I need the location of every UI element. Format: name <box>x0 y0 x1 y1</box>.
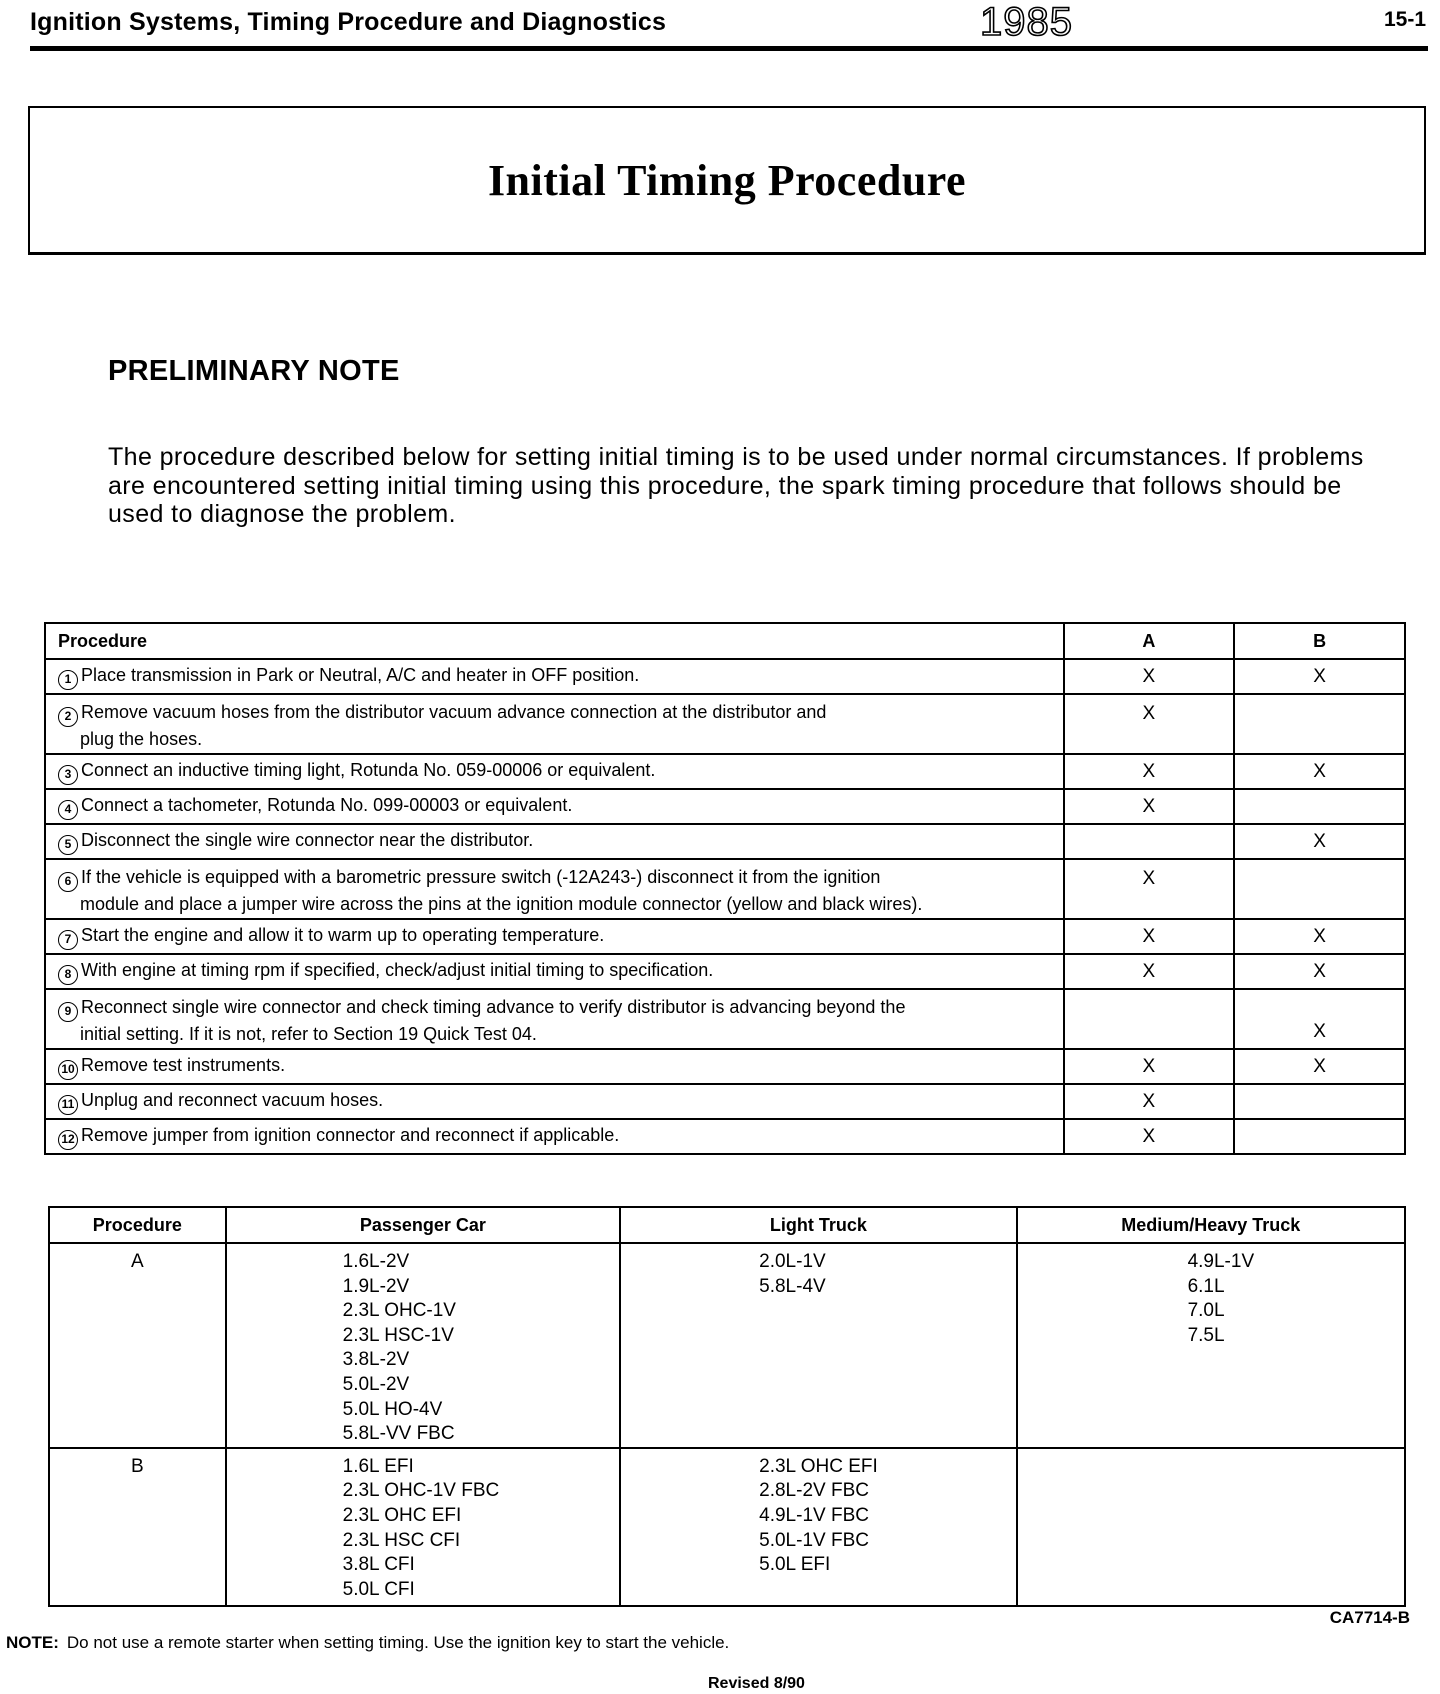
table-row <box>49 1448 1405 1606</box>
column-a-mark: X <box>1064 1049 1235 1084</box>
step-text: Disconnect the single wire connector near the distributor. <box>81 830 534 850</box>
table-row <box>45 989 1405 1049</box>
step-cell <box>45 824 1064 859</box>
title-box <box>28 106 1426 255</box>
column-b-mark: X <box>1234 1049 1405 1084</box>
column-a-mark: X <box>1064 919 1235 954</box>
section-header-title: Ignition Systems, Timing Procedure and Diagnostics <box>30 8 667 36</box>
step-text-continued: initial setting. If it is not, refer to Section 19 Quick Test 04. <box>80 1024 537 1044</box>
engine-item: 2.3L HSC CFI <box>342 1529 461 1551</box>
column-b-mark <box>1234 789 1405 824</box>
column-b-mark: X <box>1234 754 1405 789</box>
figure-reference-code: CA7714-B <box>1329 1608 1410 1627</box>
engine-item: 2.3L OHC EFI <box>342 1504 462 1526</box>
light-truck-engines <box>620 1448 1016 1606</box>
engine-item: 1.9L-2V <box>342 1275 410 1297</box>
column-header-medium-heavy-truck: Medium/Heavy Truck <box>1017 1207 1405 1243</box>
step-number-badge: 8 <box>58 965 78 985</box>
step-number-badge: 7 <box>58 930 78 950</box>
step-cell <box>45 789 1064 824</box>
column-b-mark <box>1234 859 1405 919</box>
engine-item: 2.3L OHC-1V FBC <box>342 1480 500 1502</box>
engine-item: 5.8L-VV FBC <box>342 1423 455 1445</box>
step-text: If the vehicle is equipped with a barometric pressure switch (-12A243-) disconnect it from the ignition <box>81 867 881 887</box>
column-a-mark: X <box>1064 659 1235 694</box>
engine-item: 2.3L OHC EFI <box>759 1455 878 1477</box>
preliminary-heading: PRELIMINARY NOTE <box>108 355 400 387</box>
step-cell <box>45 1119 1064 1154</box>
step-number-badge: 10 <box>58 1060 78 1080</box>
light-truck-engines <box>620 1243 1016 1448</box>
step-text: Place transmission in Park or Neutral, A/C and heater in OFF position. <box>81 665 640 685</box>
step-text: Remove test instruments. <box>81 1055 286 1075</box>
step-number-badge: 4 <box>58 800 78 820</box>
column-a-mark <box>1064 824 1235 859</box>
header-rule <box>30 46 1428 51</box>
step-text: Connect a tachometer, Rotunda No. 099-00003 or equivalent. <box>81 795 573 815</box>
engine-application-table <box>48 1206 1406 1607</box>
medium-heavy-truck-engines <box>1017 1448 1405 1606</box>
step-cell <box>45 989 1064 1049</box>
medium-heavy-truck-engines <box>1017 1243 1405 1448</box>
engine-item: 6.1L <box>1187 1275 1225 1297</box>
column-b-mark: X <box>1234 824 1405 859</box>
engine-item: 2.8L-2V FBC <box>759 1480 869 1502</box>
step-text-continued: plug the hoses. <box>80 729 203 749</box>
passenger-car-engines <box>226 1243 621 1448</box>
engine-item: 3.8L CFI <box>342 1554 415 1576</box>
step-cell <box>45 754 1064 789</box>
column-a-mark: X <box>1064 859 1235 919</box>
engine-item: 5.0L-2V <box>342 1373 410 1395</box>
column-a-mark: X <box>1064 1119 1235 1154</box>
engine-item: 5.0L HO-4V <box>342 1398 443 1420</box>
engine-item: 7.5L <box>1187 1324 1225 1346</box>
step-text: Reconnect single wire connector and check timing advance to verify distributor is advancing beyond the <box>81 997 906 1017</box>
step-number-badge: 1 <box>58 670 78 690</box>
step-cell <box>45 1049 1064 1084</box>
step-text: With engine at timing rpm if specified, check/adjust initial timing to specification. <box>81 960 714 980</box>
engine-item: 7.0L <box>1187 1300 1225 1322</box>
procedure-label: B <box>49 1448 226 1606</box>
column-a-mark: X <box>1064 754 1235 789</box>
step-cell <box>45 1084 1064 1119</box>
step-cell <box>45 659 1064 694</box>
column-a-mark <box>1064 989 1235 1049</box>
table-row <box>45 694 1405 754</box>
step-number-badge: 5 <box>58 835 78 855</box>
engine-item: 5.0L EFI <box>759 1554 831 1576</box>
step-text: Start the engine and allow it to warm up to operating temperature. <box>81 925 605 945</box>
step-text: Remove jumper from ignition connector and reconnect if applicable. <box>81 1125 620 1145</box>
column-b-mark: X <box>1234 919 1405 954</box>
step-number-badge: 3 <box>58 765 78 785</box>
engine-item: 1.6L-2V <box>342 1251 410 1272</box>
column-a-mark: X <box>1064 694 1235 754</box>
table-row <box>45 954 1405 989</box>
table-row <box>45 789 1405 824</box>
engine-item: 1.6L EFI <box>342 1455 414 1477</box>
engine-item: 5.8L-4V <box>759 1275 826 1297</box>
table-row <box>45 1119 1405 1154</box>
column-header-b: B <box>1234 623 1405 659</box>
page-number: 15-1 <box>1383 8 1426 31</box>
column-b-mark <box>1234 694 1405 754</box>
step-number-badge: 2 <box>58 707 78 727</box>
table-row <box>45 824 1405 859</box>
table-row <box>45 919 1405 954</box>
procedure-steps-table <box>44 622 1406 1155</box>
table-row <box>45 659 1405 694</box>
step-cell <box>45 694 1064 754</box>
engine-item: 5.0L CFI <box>342 1578 415 1600</box>
engine-item: 2.3L OHC-1V <box>342 1300 456 1322</box>
table-row <box>45 1084 1405 1119</box>
page-title: Initial Timing Procedure <box>487 155 967 205</box>
table-row <box>45 1049 1405 1084</box>
column-a-mark: X <box>1064 1084 1235 1119</box>
column-a-mark: X <box>1064 789 1235 824</box>
procedure-label: A <box>49 1243 226 1448</box>
step-text: Remove vacuum hoses from the distributor vacuum advance connection at the distributor and <box>81 702 827 722</box>
engine-item: 2.3L HSC-1V <box>342 1324 454 1346</box>
table-row <box>45 859 1405 919</box>
step-text-continued: module and place a jumper wire across the pins at the ignition module connector (yellow and black wires). <box>80 894 923 914</box>
step-number-badge: 9 <box>58 1002 78 1022</box>
column-a-mark: X <box>1064 954 1235 989</box>
step-cell <box>45 954 1064 989</box>
table-row <box>45 754 1405 789</box>
column-b-mark <box>1234 1084 1405 1119</box>
column-header-procedure: Procedure <box>49 1207 226 1243</box>
table-header-row <box>49 1207 1405 1243</box>
note <box>6 1633 729 1653</box>
engine-item: 2.0L-1V <box>759 1251 826 1272</box>
step-text: Unplug and reconnect vacuum hoses. <box>81 1090 384 1110</box>
engine-item: 3.8L-2V <box>342 1349 410 1371</box>
column-header-light-truck: Light Truck <box>620 1207 1016 1243</box>
column-b-mark: X <box>1234 954 1405 989</box>
table-header-row <box>45 623 1405 659</box>
note-text: Do not use a remote starter when setting timing. Use the ignition key to start the vehicle. <box>66 1633 730 1652</box>
step-number-badge: 6 <box>58 872 78 892</box>
column-b-mark <box>1234 1119 1405 1154</box>
column-header-passenger-car: Passenger Car <box>226 1207 621 1243</box>
note-label: NOTE: <box>6 1633 59 1652</box>
step-text: Connect an inductive timing light, Rotunda No. 059-00006 or equivalent. <box>81 760 656 780</box>
column-header-procedure: Procedure <box>45 623 1064 659</box>
engine-item: 4.9L-1V <box>1187 1251 1255 1272</box>
column-header-a: A <box>1064 623 1235 659</box>
step-number-badge: 12 <box>58 1130 78 1150</box>
year-stamp: 1985 <box>980 0 1073 44</box>
passenger-car-engines <box>226 1448 621 1606</box>
engine-item: 4.9L-1V FBC <box>759 1504 869 1526</box>
table-row <box>49 1243 1405 1448</box>
engine-item: 5.0L-1V FBC <box>759 1529 869 1551</box>
column-b-mark: X <box>1234 659 1405 694</box>
column-b-mark: X <box>1234 989 1405 1049</box>
step-cell <box>45 919 1064 954</box>
step-cell <box>45 859 1064 919</box>
step-number-badge: 11 <box>58 1095 78 1115</box>
revision-footer: Revised 8/90 <box>708 1675 805 1692</box>
preliminary-text: The procedure described below for setting initial timing is to be used under normal circumstances. If problems are encountered setting initial timing using this procedure, the spark timing procedure that follows should be used to diagnose the problem. <box>108 443 1364 528</box>
